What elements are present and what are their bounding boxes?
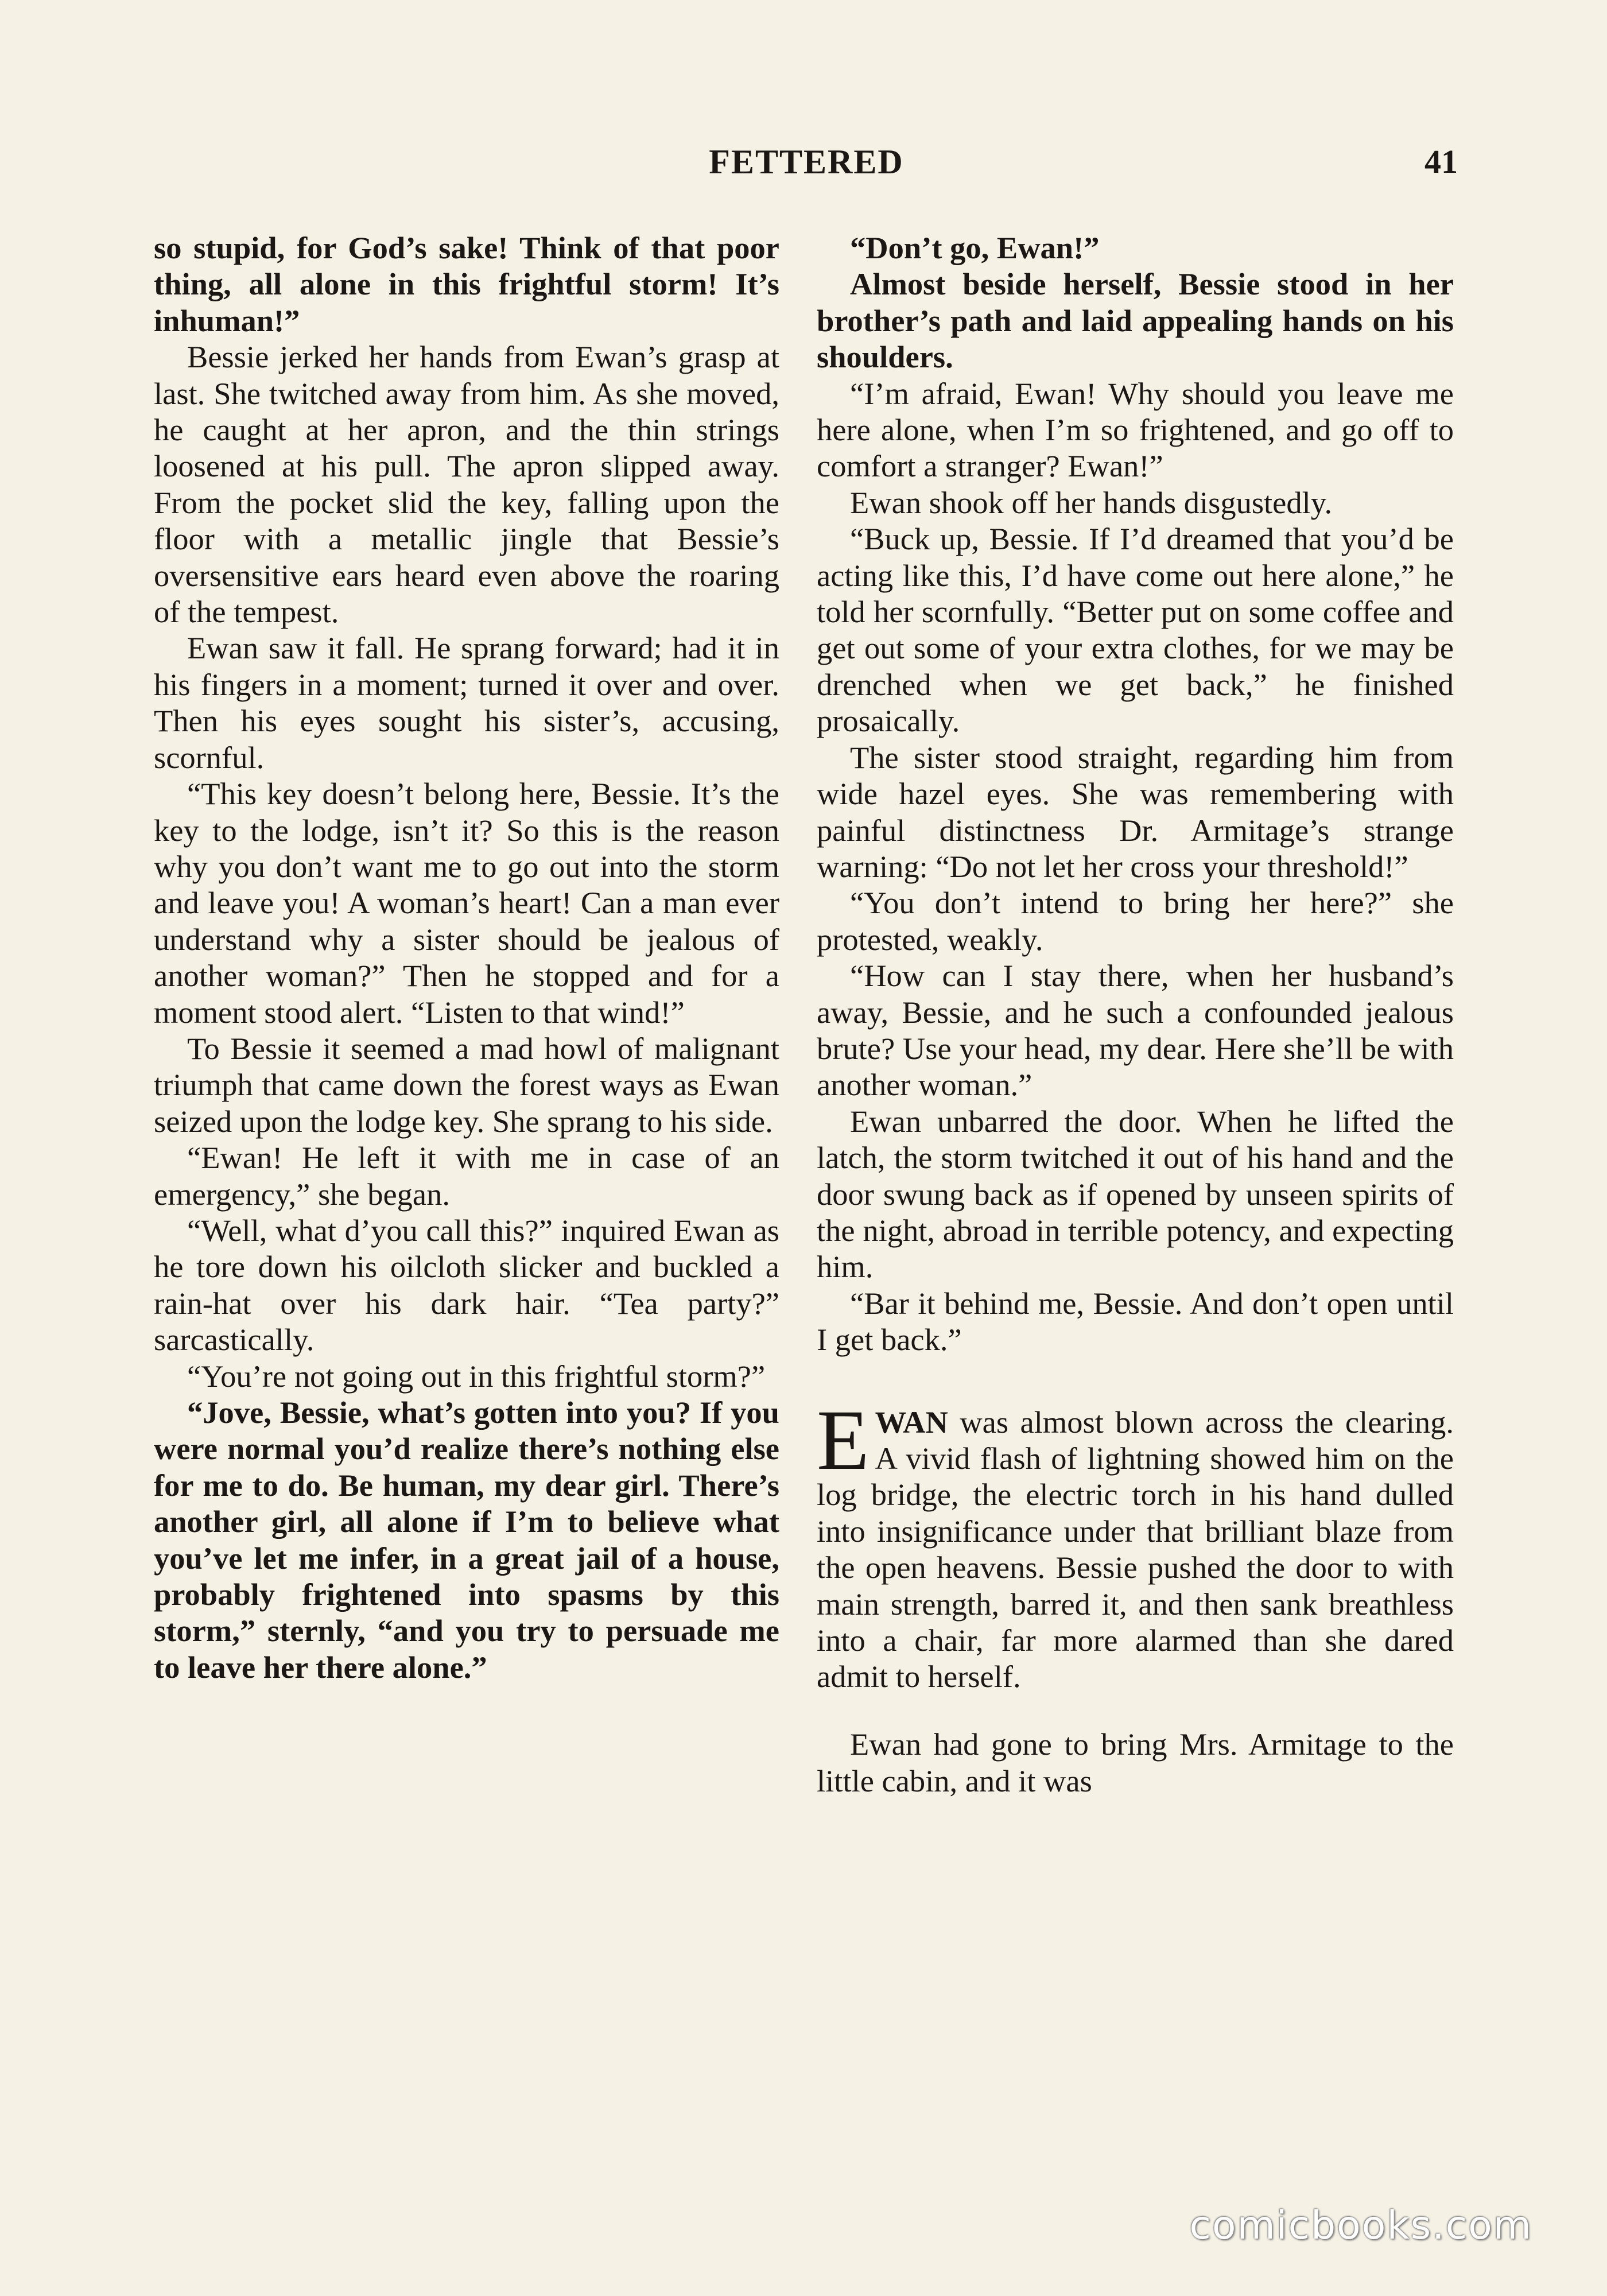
paragraph: “Bar it behind me, Bessie. And don’t open until I get back.”	[817, 1285, 1454, 1358]
paragraph: “Don’t go, Ewan!”	[850, 230, 1100, 265]
page-number: 41	[1424, 143, 1458, 180]
paragraph: Ewan unbarred the door. When he lifted the latch, the storm twitched it out of his hand and the door swung back as if opened by unseen spirits of the night, abroad in terrible potency, and expecting him.	[817, 1103, 1454, 1285]
paragraph: “You don’t intend to bring her here?” she protested, weakly.	[817, 885, 1454, 957]
paragraph: “Ewan! He left it with me in case of an emergency,” she began.	[154, 1140, 779, 1212]
small-caps-word: WAN	[875, 1404, 948, 1440]
paragraph: “This key doesn’t belong here, Bessie. It’s the key to the lodge, isn’t it? So this is the reason why you don’t want me to go out into the storm and leave you! A woman’s heart! Can a man ever understand why a sister should be jealous of another woman?” Then he stopped and for a moment stood alert. “Listen to that wind!”	[154, 776, 779, 1030]
drop-cap: E	[817, 1392, 870, 1488]
paragraph: The sister stood straight, regarding him from wide hazel eyes. She was remembering with painful distinctness Dr. Armitage’s strange warning: “Do not let her cross your threshold!”	[817, 739, 1454, 884]
paragraph: “I’m afraid, Ewan! Why should you leave me here alone, when I’m so frightened, and go off to comfort a stranger? Ewan!”	[817, 375, 1454, 484]
paragraph: Ewan had gone to bring Mrs. Armitage to the little cabin, and it was	[817, 1727, 1454, 1798]
paragraph: Almost beside herself, Bessie stood in her brother’s path and laid appealing hands on his shoulders.	[817, 266, 1454, 375]
paragraph: Ewan saw it fall. He sprang forward; had it in his fingers in a moment; turned it over and over. Then his eyes sought his sister’s, accusing, scornful.	[154, 630, 779, 775]
paragraph: “How can I stay there, when her husband’s away, Bessie, and he such a confounded jealous brute? Use your head, my dear. Here she’ll be with another woman.”	[817, 958, 1454, 1103]
section-opening-paragraph	[817, 1392, 1454, 1695]
paragraph: “You’re not going out in this frightful storm?”	[187, 1358, 766, 1394]
right-column	[817, 230, 1454, 1799]
left-column	[154, 230, 779, 1685]
paragraph: so stupid, for God’s sake! Think of that poor thing, all alone in this frightful storm! It’s inhuman!”	[154, 230, 779, 338]
section-opening-text: was almost blown across the clearing. A vivid flash of lightning showed him on the log bridge, the electric torch in his hand dulled into insignificance under that brilliant blaze from the open heavens. Bessie pushed the door to with main strength, barred it, and then sank breathless into a chair, far more alarmed than she dared admit to herself.	[817, 1404, 1454, 1694]
running-head	[155, 142, 1458, 188]
paragraph: Ewan shook off her hands disgustedly.	[850, 484, 1333, 520]
watermark: comicbooks.com	[1189, 2203, 1532, 2248]
running-title: FETTERED	[709, 143, 904, 181]
paragraph: “Jove, Bessie, what’s gotten into you? If you were normal you’d realize there’s nothing else for me to do. Be human, my dear girl. There’s another girl, all alone if I’m to believe what you’ve let me infer, in a great jail of a house, probably frightened into spasms by this storm,” sternly, “and you try to persuade me to leave her there alone.”	[154, 1395, 779, 1685]
paragraph: To Bessie it seemed a mad howl of malignant triumph that came down the forest ways as Ewan seized upon the lodge key. She sprang to his side.	[154, 1030, 779, 1139]
paragraph: Bessie jerked her hands from Ewan’s grasp at last. She twitched away from him. As she moved, he caught at her apron, and the thin strings loosened at his pull. The apron slipped away. From the pocket slid the key, falling upon the floor with a metallic jingle that Bessie’s oversensitive ears heard even above the roaring of the tempest.	[154, 339, 779, 630]
paragraph: “Well, what d’you call this?” inquired Ewan as he tore down his oilcloth slicker and buckled a rain-hat over his dark hair. “Tea party?” sarcastically.	[154, 1212, 779, 1358]
paragraph: “Buck up, Bessie. If I’d dreamed that you’d be acting like this, I’d have come out here alone,” he told her scornfully. “Better put on some coffee and get out some of your extra clothes, for we may be drenched when we get back,” he finished prosaically.	[817, 521, 1454, 739]
